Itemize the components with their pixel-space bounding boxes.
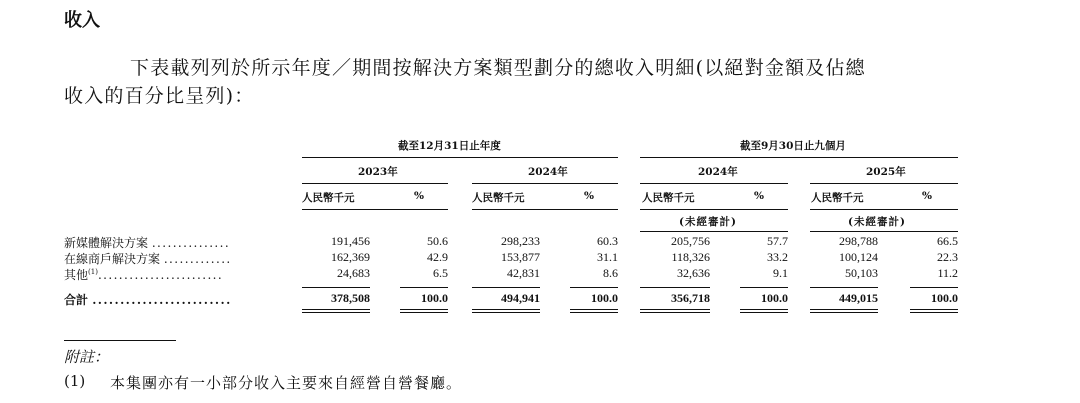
unaudited-note-2024: (未經審計) <box>679 216 737 228</box>
footnote-text: 本集團亦有一小部分收入主要來自經營自營餐廳。 <box>110 374 463 392</box>
col-header-amount-2024-9m: 人民幣千元 <box>642 192 695 204</box>
row-label-total: 合計 ......................... <box>64 293 232 307</box>
cell-new-media-amount-2025-9m: 298,788 <box>839 234 878 248</box>
cell-others-amount-2024-9m: 32,636 <box>677 266 710 280</box>
total-double-rule-b-6 <box>740 312 788 313</box>
group-rule-nine-months <box>640 157 958 158</box>
cell-new-media-amount-2023: 191,456 <box>331 234 370 248</box>
total-double-rule-a-7 <box>810 309 878 310</box>
period-rule-2023 <box>302 183 448 184</box>
section-heading: 收入 <box>64 10 100 31</box>
cell-online-merchant-amount-2023: 162,369 <box>331 250 370 264</box>
total-double-rule-b-1 <box>302 312 370 313</box>
total-double-rule-b-2 <box>400 312 448 313</box>
cell-new-media-pct-2023: 50.6 <box>427 234 448 248</box>
cell-others-pct-2025-9m: 11.2 <box>937 266 958 280</box>
intro-paragraph <box>64 54 984 110</box>
cell-total-pct-2023: 100.0 <box>421 291 448 305</box>
cell-new-media-pct-2025-9m: 66.5 <box>937 234 958 248</box>
period-header-2025-9m: 2025年 <box>866 166 906 178</box>
cell-others-amount-2024-fy: 42,831 <box>507 266 540 280</box>
group-header-full-year: 截至12月31日止年度 <box>398 140 501 152</box>
cell-total-amount-2025-9m: 449,015 <box>839 291 878 305</box>
col-header-pct-2023: % <box>414 190 424 202</box>
cell-others-amount-2025-9m: 50,103 <box>845 266 878 280</box>
unaudited-rule-2024 <box>640 231 788 232</box>
col-header-pct-2024-9m: % <box>754 190 764 202</box>
period-header-2024-fy: 2024年 <box>528 166 568 178</box>
col-rule-2024-9m <box>640 209 788 210</box>
col-header-pct-2025-9m: % <box>922 190 932 202</box>
total-double-rule-a-6 <box>740 309 788 310</box>
subtotal-rule-amount-2023 <box>302 287 370 288</box>
cell-total-pct-2024-9m: 100.0 <box>761 291 788 305</box>
cell-total-amount-2023: 378,508 <box>331 291 370 305</box>
cell-new-media-pct-2024-9m: 57.7 <box>767 234 788 248</box>
footnote-marker: (1) <box>88 268 98 276</box>
period-header-2024-9m: 2024年 <box>698 166 738 178</box>
subtotal-rule-pct-2025-9m <box>910 287 958 288</box>
total-double-rule-a-3 <box>472 309 540 310</box>
intro-line-1: 下表載列列於所示年度／期間按解決方案類型劃分的總收入明細(以絕對金額及佔總 <box>130 57 866 79</box>
cell-new-media-pct-2024-fy: 60.3 <box>597 234 618 248</box>
subtotal-rule-pct-2024-9m <box>740 287 788 288</box>
cell-online-merchant-pct-2024-fy: 31.1 <box>597 250 618 264</box>
footnote-rule <box>64 340 176 341</box>
cell-online-merchant-amount-2025-9m: 100,124 <box>839 250 878 264</box>
period-header-2023: 2023年 <box>358 166 398 178</box>
period-rule-2025-9m <box>810 183 958 184</box>
unaudited-note-2025: (未經審計) <box>848 216 906 228</box>
total-double-rule-b-7 <box>810 312 878 313</box>
cell-others-amount-2023: 24,683 <box>337 266 370 280</box>
subtotal-rule-pct-2024-fy <box>570 287 618 288</box>
subtotal-rule-amount-2024-9m <box>640 287 710 288</box>
total-double-rule-b-3 <box>472 312 540 313</box>
group-rule-full-year <box>302 157 618 158</box>
row-label-others: 其他$^{(1)}$........................ <box>64 268 224 282</box>
row-label-online-merchant: 在線商戶解決方案 ............. <box>64 252 232 266</box>
group-header-nine-months: 截至9月30日止九個月 <box>740 140 846 152</box>
col-header-amount-2024-fy: 人民幣千元 <box>472 192 525 204</box>
cell-online-merchant-pct-2023: 42.9 <box>427 250 448 264</box>
total-double-rule-a-8 <box>910 309 958 310</box>
total-double-rule-b-8 <box>910 312 958 313</box>
col-rule-2024-fy <box>472 209 618 210</box>
total-double-rule-a-1 <box>302 309 370 310</box>
subtotal-rule-pct-2023 <box>400 287 448 288</box>
intro-line-2: 收入的百分比呈列)： <box>64 85 255 107</box>
cell-online-merchant-pct-2024-9m: 33.2 <box>767 250 788 264</box>
subtotal-rule-amount-2024-fy <box>472 287 540 288</box>
cell-new-media-amount-2024-9m: 205,756 <box>671 234 710 248</box>
cell-new-media-amount-2024-fy: 298,233 <box>501 234 540 248</box>
cell-total-amount-2024-fy: 494,941 <box>501 291 540 305</box>
cell-total-pct-2024-fy: 100.0 <box>591 291 618 305</box>
cell-others-pct-2023: 6.5 <box>433 266 448 280</box>
period-rule-2024-fy <box>472 183 618 184</box>
unaudited-rule-2025 <box>810 231 958 232</box>
col-header-amount-2023: 人民幣千元 <box>302 192 355 204</box>
cell-online-merchant-amount-2024-9m: 118,326 <box>671 250 710 264</box>
footnote-number: (1) <box>64 372 86 390</box>
total-double-rule-a-2 <box>400 309 448 310</box>
cell-total-amount-2024-9m: 356,718 <box>671 291 710 305</box>
total-double-rule-b-4 <box>570 312 618 313</box>
row-label-new-media: 新媒體解決方案 ............... <box>64 236 231 250</box>
col-header-amount-2025-9m: 人民幣千元 <box>811 192 864 204</box>
cell-others-pct-2024-9m: 9.1 <box>773 266 788 280</box>
subtotal-rule-amount-2025-9m <box>810 287 878 288</box>
cell-total-pct-2025-9m: 100.0 <box>931 291 958 305</box>
period-rule-2024-9m <box>640 183 788 184</box>
col-rule-2023 <box>302 209 448 210</box>
cell-others-pct-2024-fy: 8.6 <box>603 266 618 280</box>
col-header-pct-2024-fy: % <box>584 190 594 202</box>
cell-online-merchant-amount-2024-fy: 153,877 <box>501 250 540 264</box>
total-double-rule-a-4 <box>570 309 618 310</box>
col-rule-2025-9m <box>810 209 958 210</box>
total-double-rule-b-5 <box>640 312 710 313</box>
footnote-heading: 附註： <box>64 348 110 366</box>
total-double-rule-a-5 <box>640 309 710 310</box>
cell-online-merchant-pct-2025-9m: 22.3 <box>937 250 958 264</box>
